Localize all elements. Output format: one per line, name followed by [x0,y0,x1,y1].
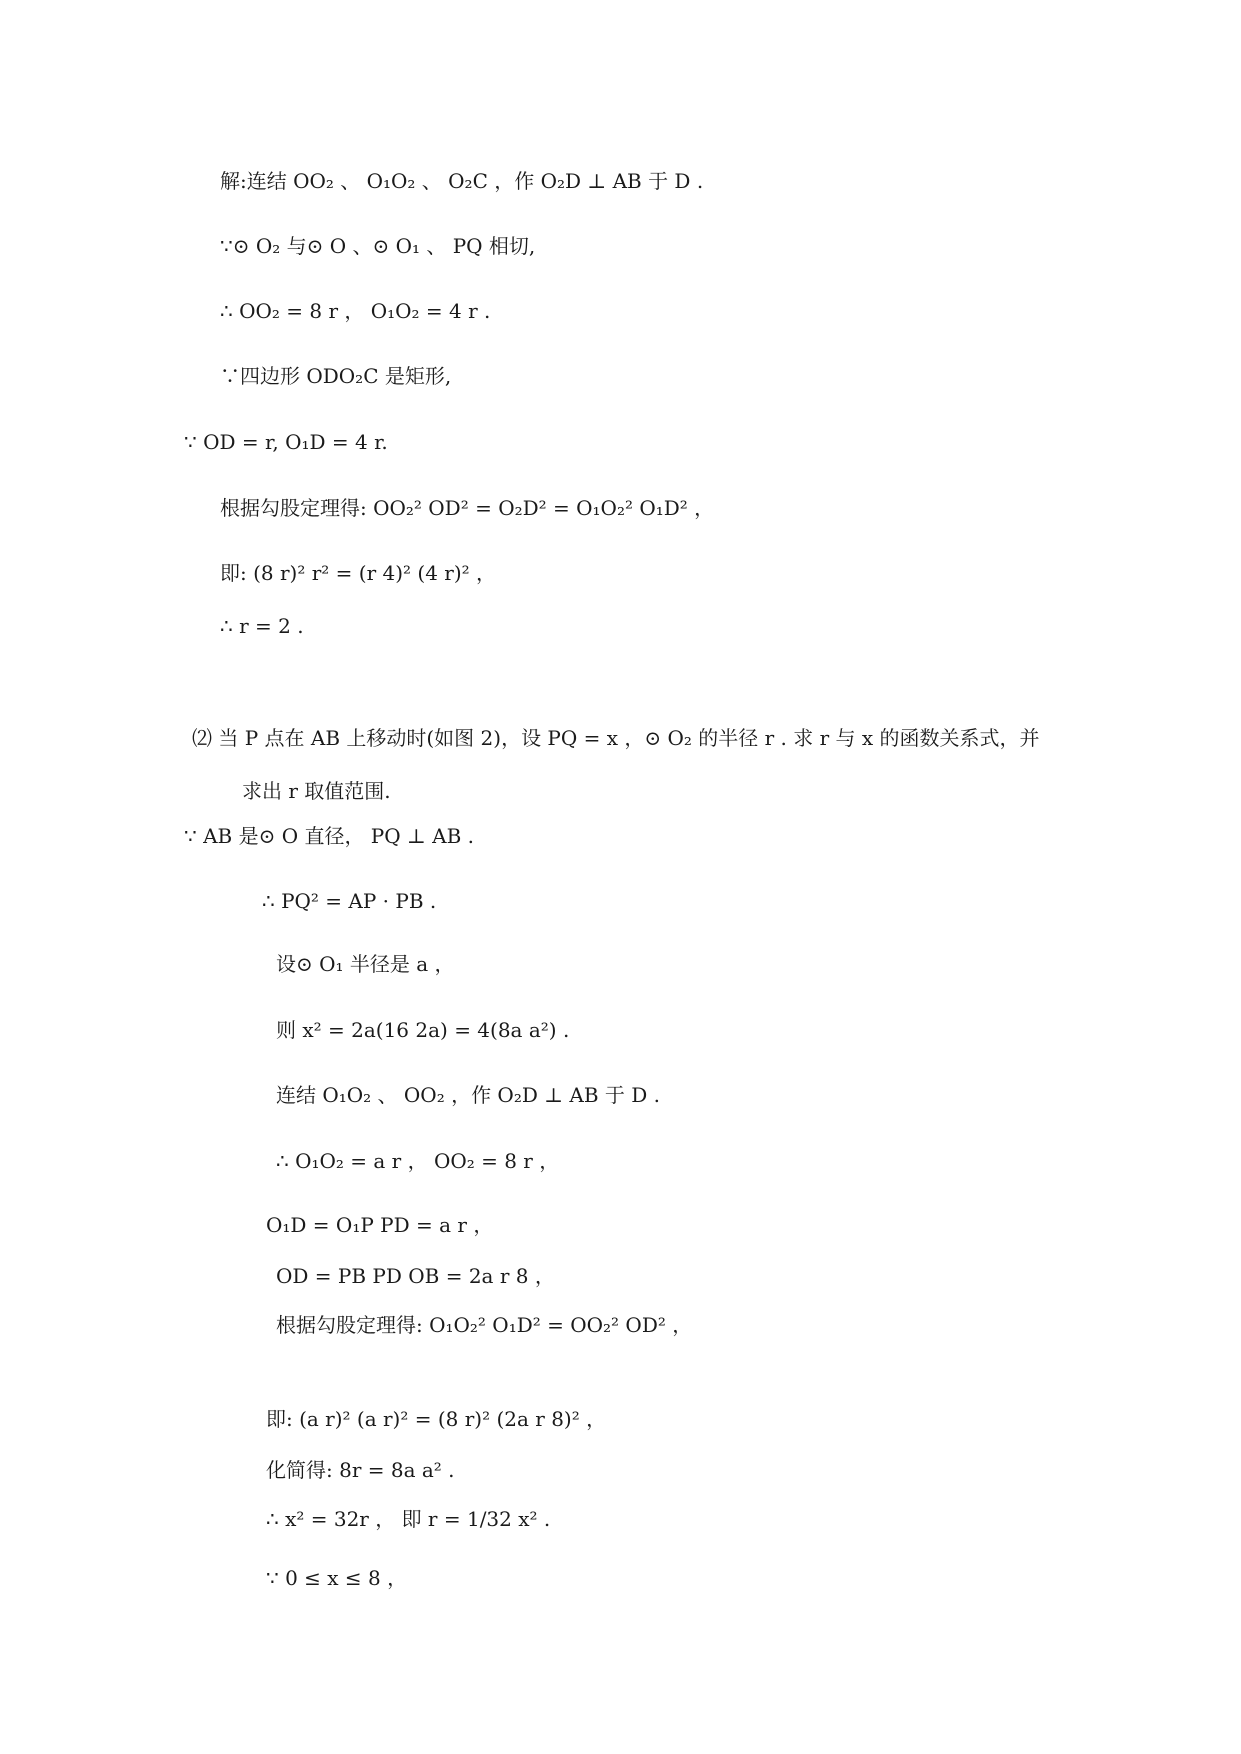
solution-line-2: ∵⊙ O₂ 与⊙ O 、⊙ O₁ 、 PQ 相切, [220,234,536,258]
solution-line-8: ∴ r = 2 . [220,614,304,638]
solution-2-line-2: ∴ PQ² = AP · PB . [262,889,437,913]
solution-2-line-7: O₁D = O₁P PD = a r ， [266,1213,494,1237]
solution-line-3: ∴ OO₂ = 8 r ， O₁O₂ = 4 r . [220,299,491,323]
solution-2-line-9: 根据勾股定理得: O₁O₂² O₁D² = OO₂² OD² ， [276,1313,693,1337]
solution-line-1: 解:连结 OO₂ 、 O₁O₂ 、 O₂C ，作 O₂D ⊥ AB 于 D . [220,169,704,193]
solution-2-line-5: 连结 O₁O₂ 、 OO₂ ，作 O₂D ⊥ AB 于 D . [276,1083,661,1107]
solution-line-6: 根据勾股定理得: OO₂² OD² = O₂D² = O₁O₂² O₁D² ， [220,496,715,520]
solution-2-line-1: ∵ AB 是⊙ O 直径， PQ ⊥ AB . [184,824,475,848]
solution-2-line-10: 即: (a r)² (a r)² = (8 r)² (2a r 8)² ， [266,1407,607,1431]
question-2-line-2: 求出 r 取值范围. [242,779,391,803]
solution-2-line-8: OD = PB PD OB = 2a r 8 ， [276,1264,555,1288]
solution-2-line-3: 设⊙ O₁ 半径是 a ， [276,952,455,976]
solution-2-line-13: ∵ 0 ≤ x ≤ 8 ， [266,1566,408,1590]
solution-line-5: ∵ OD = r, O₁D = 4 r. [184,430,388,454]
solution-2-line-12: ∴ x² = 32r ， 即 r = 1/32 x² . [266,1507,551,1531]
solution-line-4: ∵四边形 ODO₂C 是矩形, [220,364,452,388]
solution-2-line-6: ∴ O₁O₂ = a r ， OO₂ = 8 r ， [276,1149,560,1173]
solution-2-line-11: 化简得: 8r = 8a a² . [266,1458,455,1482]
solution-line-7: 即: (8 r)² r² = (r 4)² (4 r)² ， [220,561,497,585]
solution-2-line-4: 则 x² = 2a(16 2a) = 4(8a a²) . [276,1018,570,1042]
question-2-line-1: ⑵ 当 P 点在 AB 上移动时(如图 2)，设 PQ = x ，⊙ O₂ 的半径 r . 求 r 与 x 的函数关系式，并 [192,726,1040,750]
